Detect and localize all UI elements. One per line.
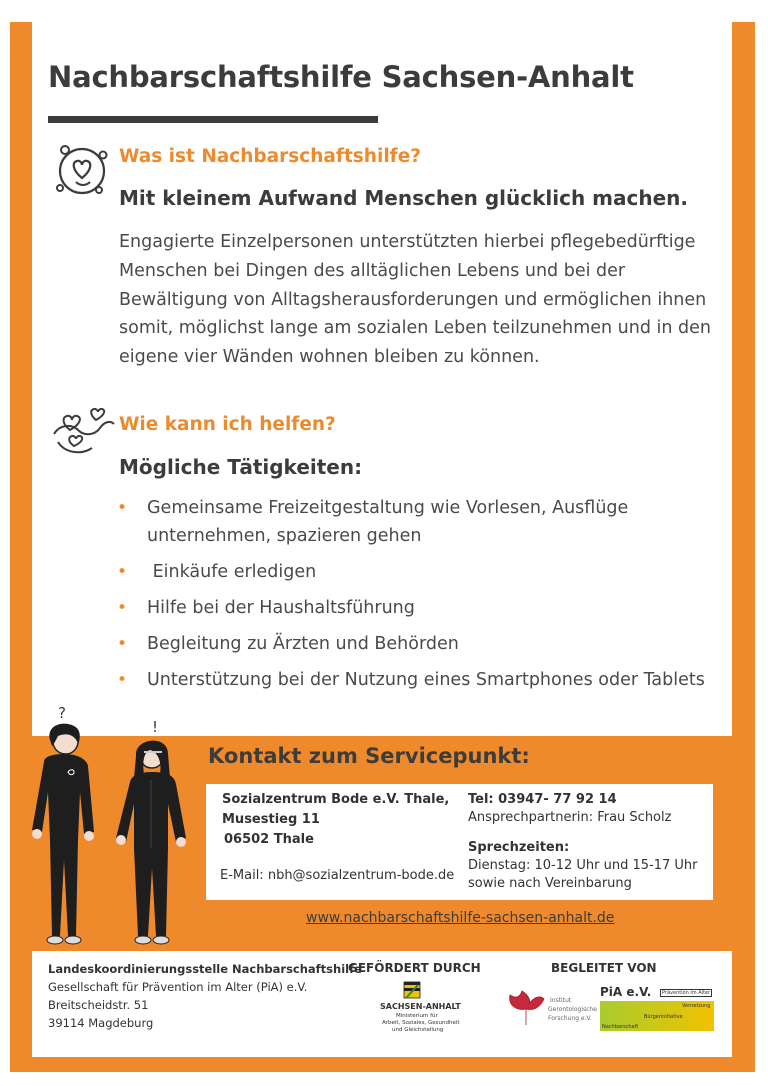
heart-circle-icon [50,140,114,202]
list-item-line: Gemeinsame Freizeitgestaltung wie Vorlesen, Ausflüge [147,498,629,518]
list-item-line: Unterstützung bei der Nutzung eines Smartphones oder Tablets [147,670,705,690]
funded-by-label: GEFÖRDERT DURCH [348,961,481,975]
footer-city: 39114 Magdeburg [48,1016,154,1030]
funder-ministry-line: Arbeit, Soziales, Gesundheit [382,1020,460,1026]
person-left [32,724,94,944]
body-line: Menschen bei Dingen des alltäglichen Lebens und bei der [119,260,626,281]
footer-org-line: Gesellschaft für Prävention im Alter (PiA) e.V. [48,980,308,994]
activities-list [117,494,727,702]
list-item-line: Begleitung zu Ärzten und Behörden [147,634,459,654]
contact-heading: Kontakt zum Servicepunkt: [208,744,530,768]
question-mark: ? [58,704,66,722]
people-illustration [28,700,208,962]
section-body-what [119,228,729,372]
section-heading-what: Mit kleinem Aufwand Menschen glücklich machen. [119,186,689,210]
ginkgo-leaf-icon [506,987,546,1027]
page-title: Nachbarschaftshilfe Sachsen-Anhalt [48,60,634,94]
partner-pia-sub: Bürgerinitiative [644,1014,683,1020]
body-line: Engagierte Einzelpersonen unterstützten hierbei pflegebedürftige [119,232,696,252]
partner-pia-sub: Vernetzung [682,1003,711,1009]
hearts-swirl-icon [50,402,118,460]
office-hours-label: Sprechzeiten: [468,840,570,855]
list-item-line: Einkäufe erledigen [147,562,317,582]
bullet-dot: • [117,670,128,690]
contact-street: Musestieg 11 [222,812,320,827]
section-heading-how: Mögliche Tätigkeiten: [119,455,363,479]
contact-box [206,784,713,900]
person-right [116,741,186,944]
title-underline [48,116,378,123]
list-item [117,594,727,622]
body-line: Bewältigung von Alltagsherausforderungen und ermöglichen ihnen [119,289,707,310]
bullet-dot: • [117,634,128,654]
body-line: eigene vier Wänden wohnen bleiben zu können. [119,347,540,368]
accompanied-by-label: BEGLEITET VON [551,961,657,975]
bullet-dot: • [117,562,128,582]
contact-city: 06502 Thale [224,832,314,847]
funder-ministry-line: und Gleichstellung [392,1027,444,1033]
exclamation-mark: ! [152,718,159,736]
list-item [117,630,727,658]
partner-pia-name: PiA e.V. [600,985,652,999]
partner-pia-tag: Prävention im Alter [662,990,711,996]
section-label-what: Was ist Nachbarschaftshilfe? [119,146,421,167]
list-item [117,558,727,586]
contact-person: Ansprechpartnerin: Frau Scholz [468,810,672,825]
partner-pia-sub: Nachbarschaft [602,1024,639,1030]
list-item [117,494,727,550]
partner-institute-line: Forschung e.V. [548,1015,592,1022]
contact-email: E-Mail: nbh@sozialzentrum-bode.de [220,868,455,883]
list-item [117,666,727,694]
section-label-how: Wie kann ich helfen? [119,414,336,435]
list-item-line: unternehmen, spazieren gehen [147,526,422,546]
website-link[interactable]: www.nachbarschaftshilfe-sachsen-anhalt.de [306,910,615,926]
list-item-line: Hilfe bei der Haushaltsführung [147,598,415,618]
funder-ministry-line: Ministerium für [396,1013,438,1019]
footer-street: Breitscheidstr. 51 [48,998,149,1012]
contact-phone: Tel: 03947- 77 92 14 [468,792,617,807]
state-crest-icon [403,981,421,999]
bullet-dot: • [117,598,128,618]
funder-name: SACHSEN-ANHALT [380,1002,461,1011]
partner-institute-line: Institut [550,997,572,1004]
bullet-dot: • [117,498,128,518]
footer [32,951,732,1057]
contact-org-name: Sozialzentrum Bode e.V. Thale, [222,792,450,807]
office-hours-line: Dienstag: 10-12 Uhr und 15-17 Uhr [468,858,698,873]
partner-institute-line: Gerontologische [548,1006,597,1013]
footer-org-name: Landeskoordinierungsstelle Nachbarschaftshilfe [48,962,362,976]
body-line: somit, möglichst lange am sozialen Leben teilzunehmen und in den [119,318,712,339]
office-hours-line: sowie nach Vereinbarung [468,876,632,891]
